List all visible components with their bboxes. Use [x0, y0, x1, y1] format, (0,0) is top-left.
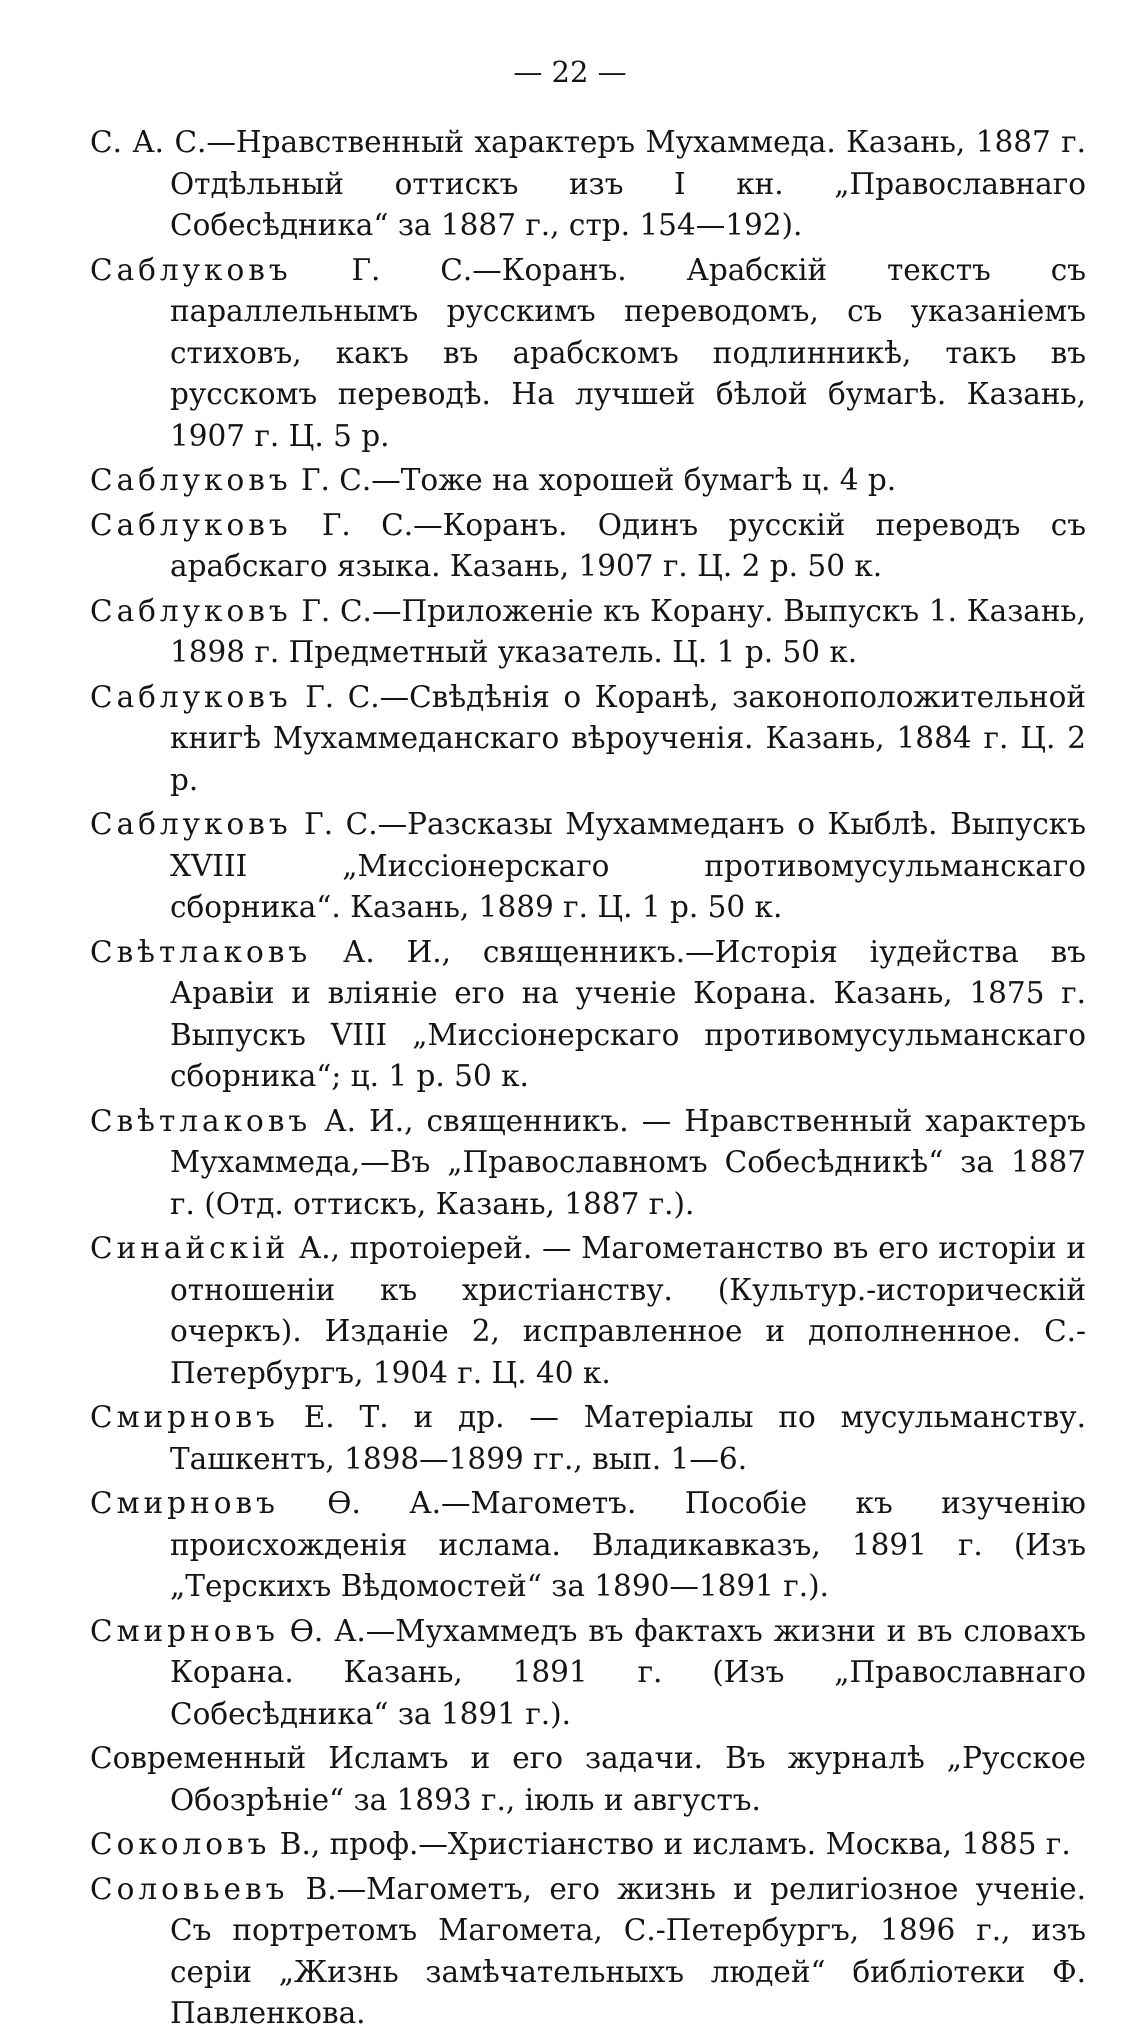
entry-text: Е. Т. и др. — Матеріалы по мусульманству. Ташкентъ, 1898—1899 гг., вып. 1—6. [170, 1400, 1086, 1476]
entry-author: Саблуковъ [90, 252, 292, 287]
entry-text: А., протоіерей. — Магометанство въ его исторіи и отношеніи къ христіанству. (Культур.-историческій очеркъ). Изданіе 2, исправленное и дополненное. С.-Петербургъ, 1904 г. Ц. 40 к. [170, 1231, 1086, 1390]
entry-text: С. А. С.—Нравственный характеръ Мухаммеда. Казань, 1887 г. Отдѣльный оттискъ изъ I кн. „Православнаго Собесѣдника“ за 1887 г., стр. 154—192). [90, 125, 1086, 242]
entry-text: А. И., священникъ. — Нравственный характеръ Мухаммеда,—Въ „Православномъ Собесѣдникѣ“ за 1887 г. (Отд. оттискъ, Казань, 1887 г.). [170, 1103, 1086, 1221]
entry-author: Саблуковъ [90, 507, 292, 542]
bibliography-entry [90, 460, 1086, 502]
bibliography-entry [90, 1869, 1086, 2035]
entry-author: Саблуковъ [90, 463, 292, 497]
entry-author: Смирновъ [90, 1613, 279, 1648]
entry-text: Г. С.—Свѣдѣнія о Коранѣ, законоположительной книгѣ Мухаммеданскаго вѣроученія. Казань, 1884 г. Ц. 2 р. [170, 679, 1086, 797]
entry-text: Современный Исламъ и его задачи. Въ журналѣ „Русское Обозрѣніе“ за 1893 г., іюль и августъ. [90, 1741, 1086, 1817]
bibliography-entry [90, 1738, 1086, 1821]
entry-text: Г. С.—Разсказы Мухаммеданъ о Кыблѣ. Выпускъ XVIII „Миссіонерскаго противомусульманскаго сборника“. Казань, 1889 г. Ц. 1 р. 50 к. [170, 807, 1086, 924]
entry-text: В.—Магометъ, его жизнь и религіозное ученіе. Съ портретомъ Магомета, С.-Петербургъ, 1896 г., изъ серіи „Жизнь замѣчательныхъ людей“ библіотеки Ф. Павленкова. [170, 1871, 1086, 2030]
bibliography-entry [90, 505, 1086, 588]
bibliography-entry [90, 1824, 1086, 1866]
entry-text: В., проф.—Христіанство и исламъ. Москва, 1885 г. [270, 1827, 1071, 1861]
entry-author: Смирновъ [90, 1400, 279, 1434]
bibliography-entry [90, 1228, 1086, 1394]
entry-author: Синайскій [90, 1231, 290, 1265]
entry-author: Свѣтлаковъ [90, 934, 312, 969]
bibliography-list [90, 122, 1086, 2038]
bibliography-entry [90, 1101, 1086, 1226]
bibliography-entry [90, 591, 1086, 674]
bibliography-entry [90, 804, 1086, 929]
bibliography-entry [90, 122, 1086, 247]
entry-author: Свѣтлаковъ [90, 1103, 312, 1138]
entry-author: Саблуковъ [90, 807, 292, 841]
bibliography-entry [90, 250, 1086, 458]
entry-text: Г. С.—Тоже на хорошей бумагѣ ц. 4 р. [291, 463, 897, 497]
page-number: — 22 — [513, 55, 627, 89]
bibliography-entry [90, 1611, 1086, 1736]
entry-author: Соловьевъ [90, 1871, 289, 1906]
bibliography-entry [90, 1397, 1086, 1480]
entry-text: Ѳ. А.—Мухаммедъ въ фактахъ жизни и въ словахъ Корана. Казань, 1891 г. (Изъ „Православнаго Собесѣдника“ за 1891 г.). [170, 1613, 1086, 1731]
entry-text: Ѳ. А.—Магометъ. Пособіе къ изученію происхожденія ислама. Владикавказъ, 1891 г. (Изъ „Терскихъ Вѣдомостей“ за 1890—1891 г.). [170, 1486, 1086, 1603]
entry-text: Г. С.—Коранъ. Арабскій текстъ съ параллельнымъ русскимъ переводомъ, съ указаніемъ стиховъ, какъ въ арабскомъ подлинникѣ, такъ въ русскомъ переводѣ. На лучшей бѣлой бумагѣ. Казань, 1907 г. Ц. 5 р. [170, 252, 1086, 453]
entry-author: Соколовъ [90, 1827, 271, 1861]
entry-author: Саблуковъ [90, 679, 292, 714]
entry-text: А. И., священникъ.—Исторія іудейства въ Аравіи и вліяніе его на ученіе Корана. Казань, 1875 г. Выпускъ VIII „Миссіонерскаго противомусульманскаго сборника“; ц. 1 р. 50 к. [170, 934, 1086, 1093]
bibliography-entry [90, 932, 1086, 1098]
entry-text: Г. С.—Коранъ. Одинъ русскій переводъ съ арабскаго языка. Казань, 1907 г. Ц. 2 р. 50 к. [170, 507, 1086, 583]
bibliography-entry [90, 1483, 1086, 1608]
entry-author: Смирновъ [90, 1486, 279, 1520]
bibliography-entry [90, 677, 1086, 802]
entry-author: Саблуковъ [90, 593, 292, 628]
entry-text: Г. С.—Приложеніе къ Корану. Выпускъ 1. Казань, 1898 г. Предметный указатель. Ц. 1 р. 50 к. [170, 593, 1086, 669]
